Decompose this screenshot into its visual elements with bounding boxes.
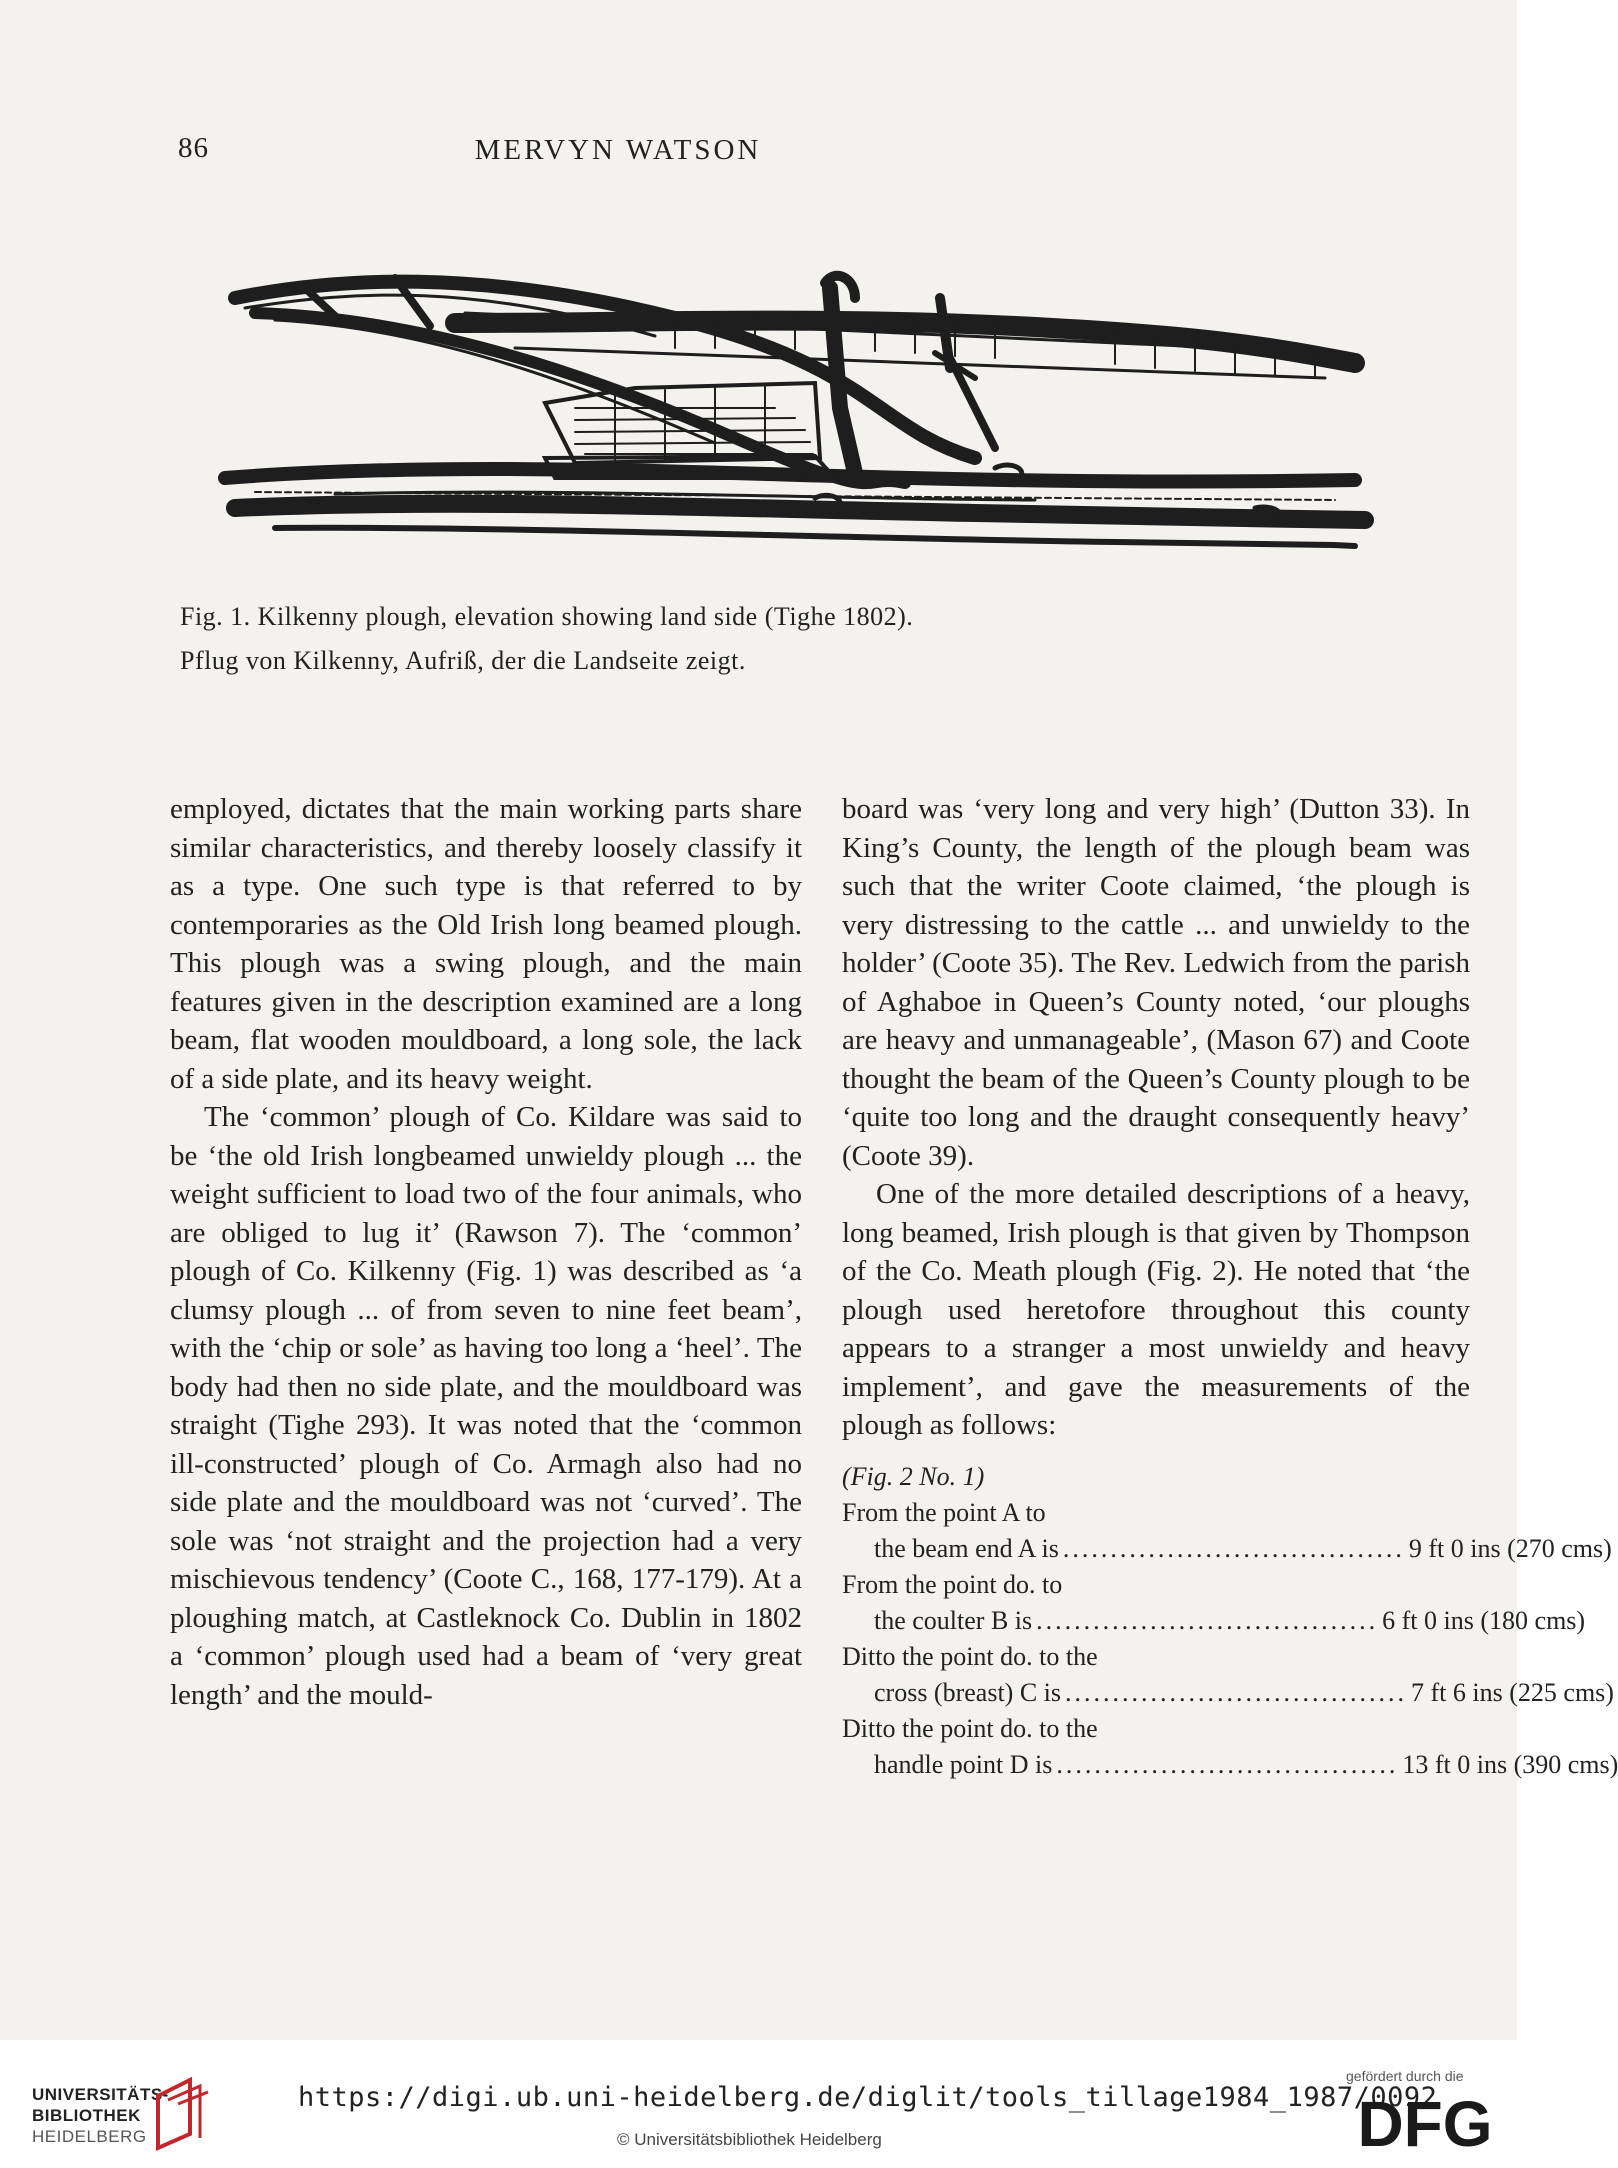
library-name-line: UNIVERSITÄTS-	[32, 2085, 169, 2104]
leader-dots: ....................................	[1062, 1533, 1405, 1563]
figure-reference: (Fig. 2 No. 1)	[842, 1461, 985, 1491]
measurement-label: the coulter B is	[874, 1605, 1033, 1635]
plough-engraving	[215, 208, 1375, 578]
measurement-label: handle point D is	[874, 1749, 1053, 1779]
measurement-row	[842, 1531, 1612, 1567]
caption-german: Pflug von Kilkenny, Aufriß, der die Landseite zeigt.	[180, 646, 746, 675]
page-header	[178, 132, 998, 176]
measurement-label: From the point A to	[842, 1497, 1046, 1527]
left-column	[170, 790, 802, 1714]
plough-illustration	[215, 208, 1375, 578]
paragraph: The ‘common’ plough of Co. Kildare was said to be ‘the old Irish longbeamed unwieldy plough ... the weight sufficient to load two of the four animals, who are obliged to lug it’ (Rawson 7). The ‘common’ plough of Co. Kilkenny (Fig. 1) was described as ‘a clumsy plough ... of from seven to nine feet beam’, with the ‘chip or sole’ as having too long a ‘heel’. The body had then no side plate, and the mouldboard was straight (Tighe 293). It was noted that the ‘common ill-constructed’ plough of Co. Armagh also had no side plate and the mouldboard was not ‘curved’. The sole was ‘not straight and the projection had a very mischievous tendency’ (Coote C., 168, 177-179). At a ploughing match, at Castleknock Co. Dublin in 1802 a ‘common’ plough used had a beam of ‘very great length’ and the mould-	[170, 1101, 802, 1711]
right-column	[842, 790, 1618, 1783]
paragraph: employed, dictates that the main working parts share similar characteristics, and thereby loosely classify it as a type. One such type is that referred to by contemporaries as the Old Irish long beamed plough. This plough was a swing plough, and the main features given in the description examined are a long beam, flat wooden mouldboard, a long sole, the lack of a side plate, and its heavy weight.	[170, 793, 802, 1095]
measurement-label: Ditto the point do. to the	[842, 1641, 1098, 1671]
measurement-value: 9 ft 0 ins (270 cms)	[1408, 1533, 1612, 1563]
measurement-value: 13 ft 0 ins (390 cms)	[1402, 1749, 1618, 1779]
paragraph: board was ‘very long and very high’ (Dutton 33). In King’s County, the length of the plough beam was such that the writer Coote claimed, ‘the plough is very distressing to the cattle ... and unwieldy to the holder’ (Coote 35). The Rev. Ledwich from the parish of Aghaboe in Queen’s County noted, ‘our ploughs are heavy and unmanageable’, (Mason 67) and Coote thought the beam of the Queen’s County plough to be ‘quite too long and the draught consequently heavy’ (Coote 39).	[842, 793, 1470, 1172]
leader-dots: ....................................	[1036, 1605, 1379, 1635]
measurement-value: 7 ft 6 ins (225 cms)	[1411, 1677, 1614, 1707]
measurement-row	[842, 1747, 1618, 1783]
measurement-label: From the point do. to	[842, 1569, 1063, 1599]
library-name-line: HEIDELBERG	[32, 2127, 147, 2146]
measurement-row	[842, 1603, 1586, 1639]
page-number: 86	[178, 132, 209, 164]
library-emblem-icon	[150, 2076, 212, 2150]
measurement-row	[842, 1675, 1614, 1711]
permalink-url[interactable]: https://digi.ub.uni-heidelberg.de/diglit/tools_tillage1984_1987/0092	[298, 2082, 1438, 2113]
paragraph: One of the more detailed descriptions of a heavy, long beamed, Irish plough is that given by Thompson of the Co. Meath plough (Fig. 2). He noted that ‘the plough used heretofore throughout this county appears to a stranger a most unwieldy and heavy implement’, and gave the measurements of the plough as follows:	[842, 1178, 1470, 1441]
measurement-label: Ditto the point do. to the	[842, 1713, 1098, 1743]
caption-english: Fig. 1. Kilkenny plough, elevation showing land side (Tighe 1802).	[180, 602, 914, 631]
measurement-label: cross (breast) C is	[874, 1677, 1062, 1707]
library-logo[interactable]	[32, 2084, 169, 2147]
figure-caption	[180, 595, 913, 683]
measurement-label: the beam end A is	[874, 1533, 1059, 1563]
funding-note: gefördert durch die	[1346, 2068, 1464, 2084]
dfg-logo[interactable]	[1350, 2088, 1500, 2160]
leader-dots: ....................................	[1065, 1677, 1408, 1707]
copyright-notice: © Universitätsbibliothek Heidelberg	[617, 2130, 882, 2149]
leader-dots: ....................................	[1056, 1749, 1399, 1779]
measurement-value: 6 ft 0 ins (180 cms)	[1382, 1605, 1586, 1635]
running-head: MERVYN WATSON	[474, 134, 762, 166]
measurement-table	[842, 1459, 1618, 1783]
dfg-logo-text: DFG	[1357, 2088, 1493, 2160]
viewer-footer	[0, 2040, 1517, 2168]
library-name-line: BIBLIOTHEK	[32, 2106, 141, 2125]
